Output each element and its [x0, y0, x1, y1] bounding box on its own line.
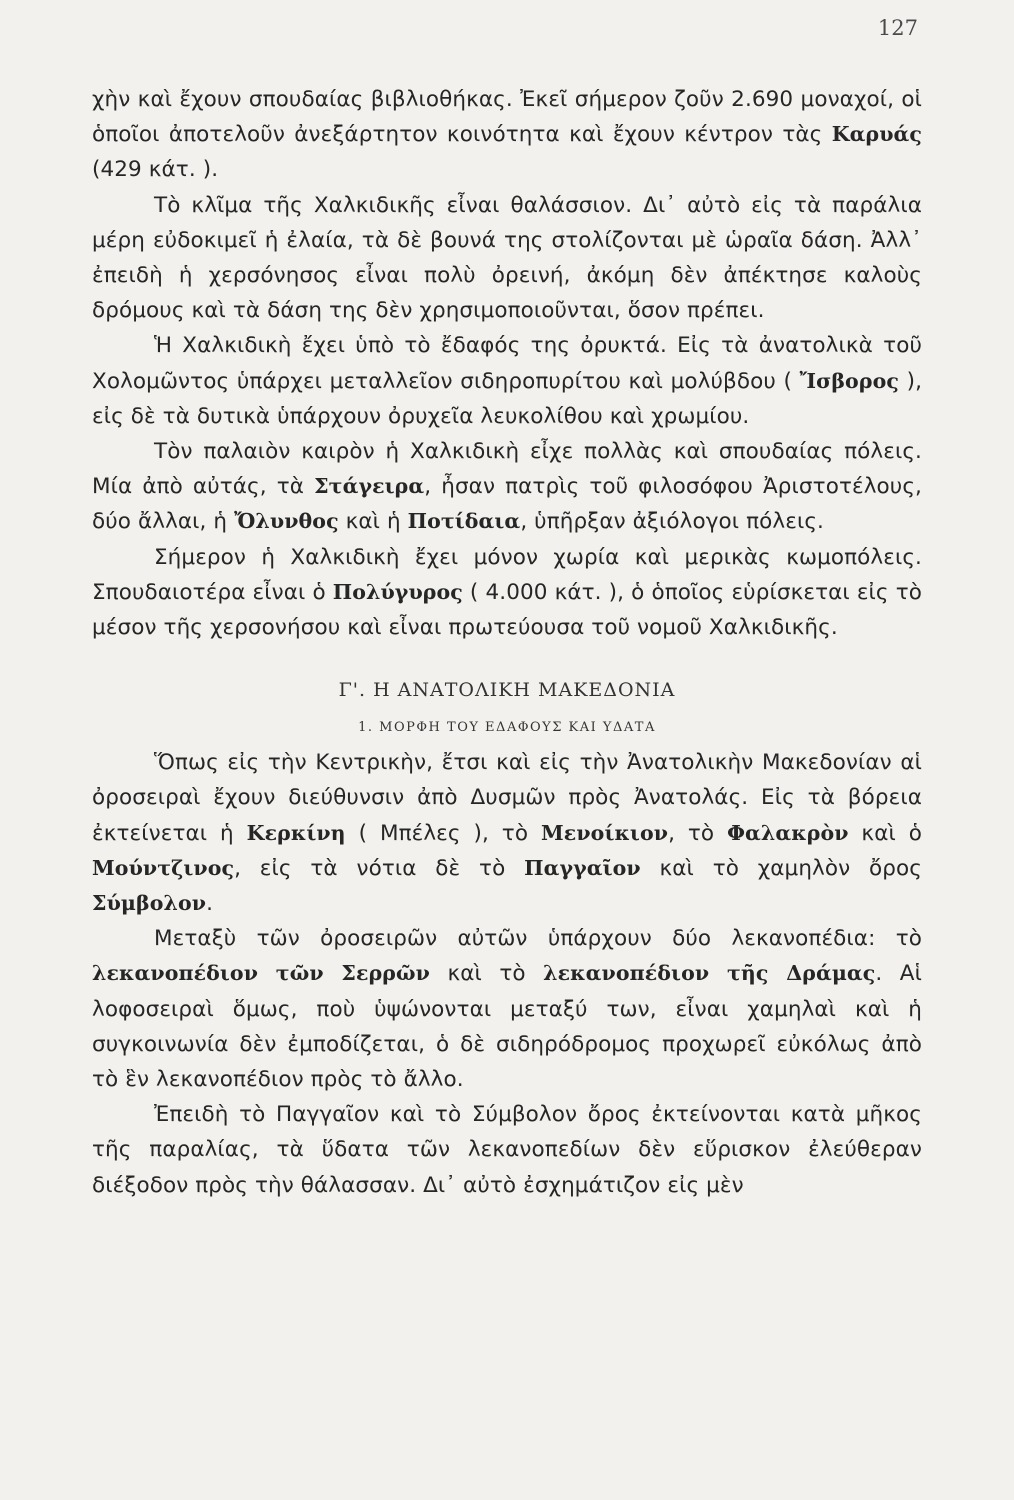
bold-place-name: Κερκίνη [246, 820, 346, 845]
bold-place-name: Καρυάς [831, 122, 922, 147]
bold-place-name: λεκανοπέδιον τῆς Δράμας [543, 961, 876, 986]
text-run: καὶ τὸ χαμηλὸν ὄρος [640, 855, 922, 881]
body-text [92, 82, 922, 1203]
text-run: Τὸν παλαιὸν καιρὸν ἡ Χαλκιδικὴ εἶχε πολλὰς καὶ σπουδαίας πόλεις. Μία ἀπὸ αὐτάς, τὰ [92, 439, 922, 500]
paragraph [92, 540, 922, 646]
bold-place-name: Μενοίκιον [541, 820, 669, 845]
paragraph [92, 82, 922, 188]
text-run: , εἰς τὰ νότια δὲ τὸ [234, 855, 525, 881]
text-run: Ἡ Χαλκιδικὴ ἔχει ὑπὸ τὸ ἔδαφός της ὀρυκτά. Εἰς τὰ ἀνατολικὰ τοῦ Χολομῶντος ὑπάρχει μεταλλεῖον σιδηροπυρίτου καὶ μολύβδου ( [92, 333, 922, 394]
bold-place-name: Μούντζινος [92, 855, 235, 880]
bold-place-name: Ἴσβορος [799, 368, 899, 393]
bold-place-name: Ποτίδαια [407, 509, 521, 534]
text-run: , τὸ [668, 820, 728, 846]
paragraph [92, 434, 922, 540]
bold-place-name: Ὄλυνθος [234, 509, 339, 534]
text-run: Ὅπως εἰς τὴν Κεντρικὴν, ἔτσι καὶ εἰς τὴν Ἀνατολικὴν Μακεδονίαν αἱ ὀροσειραὶ ἔχουν διεύθυνσιν ἀπὸ Δυσμῶν πρὸς Ἀνατολάς. Εἰς τὰ βόρεια ἐκτείνεται ἡ [92, 750, 922, 846]
chapter-heading: Γ'. Η ΑΝΑΤΟΛΙΚΗ ΜΑΚΕΔΟΝΙΑ [338, 679, 676, 702]
text-run: χὴν καὶ ἔχουν σπουδαίας βιβλιοθήκας. Ἐκεῖ σήμερον ζοῦν 2.690 μοναχοί, οἱ ὁποῖοι ἀποτελοῦν ἀνεξάρτητον κοινότητα καὶ ἔχουν κέντρον τὰς [92, 87, 922, 148]
text-run: (429 κάτ. ). [92, 157, 219, 183]
text-run: , ὑπῆρξαν ἀξιόλογοι πόλεις. [520, 509, 824, 535]
text-run: Ἐπειδὴ τὸ Παγγαῖον καὶ τὸ Σύμβολον ὄρος ἐκτείνονται κατὰ μῆκος τῆς παραλίας, τὰ ὕδατα τῶν λεκανοπεδίων δὲν εὕρισκον ἐλεύθεραν διέξοδον πρὸς τὴν θάλασσαν. Δι᾽ αὐτὸ ἐσχημάτιζον εἰς μὲν [92, 1102, 922, 1198]
text-run: καὶ ἡ [338, 509, 408, 535]
bold-place-name: Παγγαῖον [524, 855, 641, 880]
chalkidiki-section [92, 82, 922, 645]
paragraph [92, 328, 922, 434]
text-run: καὶ τὸ [430, 961, 544, 987]
bold-place-name: Φαλακρὸν [727, 820, 849, 845]
text-run: . [206, 891, 214, 917]
section-heading: 1. ΜΟΡΦΗ ΤΟΥ ΕΔΑΦΟΥΣ ΚΑΙ ΥΔΑΤΑ [358, 720, 656, 736]
bold-place-name: Πολύγυρος [332, 579, 463, 604]
paragraph [92, 1097, 922, 1203]
bold-place-name: λεκανοπέδιον τῶν Σερρῶν [92, 961, 430, 986]
paragraph [92, 745, 922, 921]
text-run: καὶ ὁ [848, 820, 922, 846]
text-run: ( 4.000 κάτ. ), ὁ ὁποῖος εὑρίσκεται εἰς τὸ μέσον τῆς χερσονήσου καὶ εἶναι πρωτεύουσα τοῦ νομοῦ Χαλκιδικῆς. [92, 579, 923, 641]
paragraph [92, 921, 922, 1097]
text-run: Μεταξὺ τῶν ὀροσειρῶν αὐτῶν ὑπάρχουν δύο λεκανοπέδια: τὸ [154, 926, 922, 952]
bold-place-name: Σύμβολον [92, 891, 207, 916]
page-number: 127 [877, 16, 918, 40]
text-run: . Αἱ λοφοσειραὶ ὅμως, ποὺ ὑψώνονται μεταξύ των, εἶναι χαμηλαὶ καὶ ἡ συγκοινωνία δὲν ἐμποδίζεται, ὁ δὲ σιδηρόδρομος προχωρεῖ εὐκόλως ἀπὸ τὸ ἓν λεκανοπέδιον πρὸς τὸ ἄλλο. [92, 961, 922, 1093]
text-run: ), εἰς δὲ τὰ δυτικὰ ὑπάρχουν ὀρυχεῖα λευκολίθου καὶ χρωμίου. [92, 368, 923, 429]
text-run: , ἦσαν πατρὶς τοῦ φιλοσόφου Ἀριστοτέλους, δύο ἄλλαι, ἡ [92, 474, 922, 535]
eastern-macedonia-section [92, 745, 922, 1203]
text-run: Σήμερον ἡ Χαλκιδικὴ ἔχει μόνον χωρία καὶ μερικὰς κωμοπόλεις. Σπουδαιοτέρα εἶναι ὁ [92, 544, 922, 605]
text-run: ( Μπέλες ), τὸ [345, 820, 541, 846]
text-run: Τὸ κλῖμα τῆς Χαλκιδικῆς εἶναι θαλάσσιον. Δι᾽ αὐτὸ εἰς τὰ παράλια μέρη εὐδοκιμεῖ ἡ ἐλαία, τὰ δὲ βουνά της στολίζονται μὲ ὡραῖα δάση. Ἀλλ᾽ ἐπειδὴ ἡ χερσόνησος εἶναι πολὺ ὀρεινή, ἀκόμη δὲν ἀπέκτησε καλοὺς δρόμους καὶ τὰ δάση της δὲν χρησιμοποιοῦνται, ὅσον πρέπει. [92, 192, 922, 324]
paragraph [92, 188, 922, 329]
bold-place-name: Στάγειρα [314, 474, 425, 499]
